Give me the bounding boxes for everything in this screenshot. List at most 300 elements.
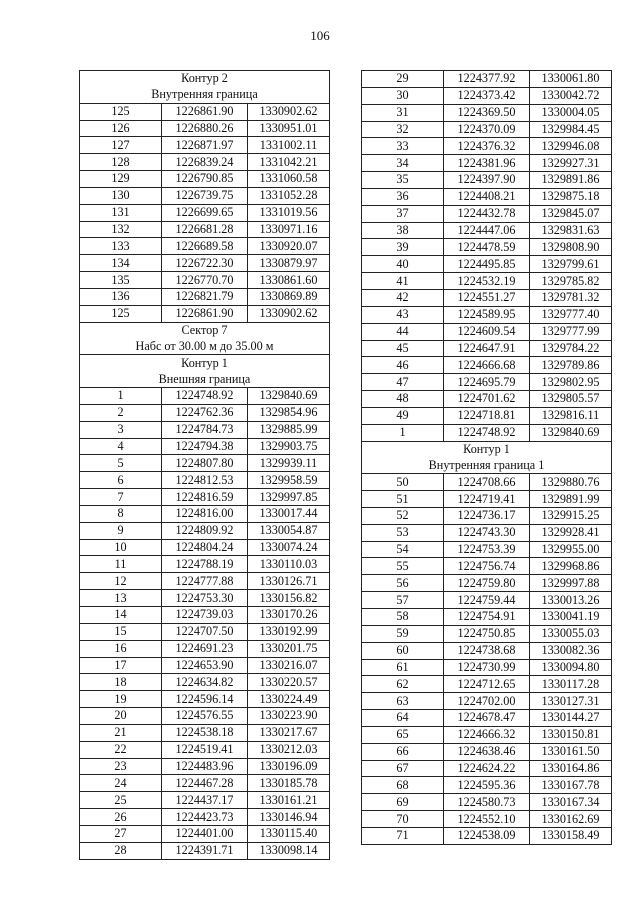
y-coordinate: 1330126.71 [248,573,330,590]
table-row [80,590,330,607]
table-row [362,609,612,626]
point-number: 29 [362,71,444,88]
y-coordinate: 1330861.60 [248,272,330,289]
y-coordinate: 1329781.32 [530,289,612,306]
point-number: 65 [362,726,444,743]
table-row [362,760,612,777]
y-coordinate: 1330951.01 [248,120,330,137]
table-row [362,575,612,592]
table-row [362,676,612,693]
table-row [362,340,612,357]
y-coordinate: 1329939.11 [248,455,330,472]
x-coordinate: 1224391.71 [162,842,248,859]
table-row [362,121,612,138]
point-number: 31 [362,104,444,121]
x-coordinate: 1224748.92 [162,388,248,405]
point-number: 125 [80,103,162,120]
table-row [362,374,612,391]
point-number: 70 [362,811,444,828]
x-coordinate: 1224804.24 [162,539,248,556]
table-row [362,743,612,760]
table-row [362,642,612,659]
x-coordinate: 1224762.36 [162,404,248,421]
x-coordinate: 1224750.85 [444,625,530,642]
y-coordinate: 1330170.26 [248,607,330,624]
x-coordinate: 1224624.22 [444,760,530,777]
point-number: 5 [80,455,162,472]
x-coordinate: 1224707.50 [162,623,248,640]
table-row [362,777,612,794]
table-row [80,120,330,137]
y-coordinate: 1330017.44 [248,505,330,522]
table-row [80,421,330,438]
x-coordinate: 1224784.73 [162,421,248,438]
x-coordinate: 1224423.73 [162,809,248,826]
y-coordinate: 1329789.86 [530,357,612,374]
y-coordinate: 1331002.11 [248,137,330,154]
y-coordinate: 1330158.49 [530,827,612,844]
x-coordinate: 1224432.78 [444,205,530,222]
x-coordinate: 1224743.30 [444,524,530,541]
x-coordinate: 1224519.41 [162,741,248,758]
y-coordinate: 1330115.40 [248,825,330,842]
y-coordinate: 1330879.97 [248,255,330,272]
section-header: Внутренняя граница 1 [362,457,612,473]
point-number: 35 [362,172,444,189]
y-coordinate: 1329928.41 [530,524,612,541]
y-coordinate: 1330094.80 [530,659,612,676]
table-row [362,188,612,205]
x-coordinate: 1226861.90 [162,305,248,322]
coordinates-table-left [79,70,330,860]
y-coordinate: 1330041.19 [530,609,612,626]
x-coordinate: 1224807.80 [162,455,248,472]
table-row [80,724,330,741]
point-number: 7 [80,489,162,506]
x-coordinate: 1224595.36 [444,777,530,794]
y-coordinate: 1329927.31 [530,155,612,172]
table-row [80,272,330,289]
point-number: 20 [80,708,162,725]
point-number: 71 [362,827,444,844]
x-coordinate: 1224702.00 [444,693,530,710]
x-coordinate: 1224691.23 [162,640,248,657]
point-number: 16 [80,640,162,657]
x-coordinate: 1224437.17 [162,792,248,809]
point-number: 133 [80,238,162,255]
table-row [80,539,330,556]
table-row [80,825,330,842]
point-number: 19 [80,691,162,708]
x-coordinate: 1226699.65 [162,204,248,221]
table-row [362,693,612,710]
y-coordinate: 1329799.61 [530,256,612,273]
y-coordinate: 1329777.40 [530,306,612,323]
y-coordinate: 1329984.45 [530,121,612,138]
point-number: 132 [80,221,162,238]
y-coordinate: 1330042.72 [530,87,612,104]
point-number: 39 [362,239,444,256]
table-row [362,205,612,222]
table-row [362,659,612,676]
point-number: 25 [80,792,162,809]
point-number: 134 [80,255,162,272]
y-coordinate: 1330156.82 [248,590,330,607]
x-coordinate: 1224373.42 [444,87,530,104]
point-number: 135 [80,272,162,289]
x-coordinate: 1224708.66 [444,474,530,491]
point-number: 42 [362,289,444,306]
point-number: 14 [80,607,162,624]
y-coordinate: 1329845.07 [530,205,612,222]
y-coordinate: 1329915.25 [530,507,612,524]
y-coordinate: 1329997.85 [248,489,330,506]
table-row [80,657,330,674]
table-row [80,792,330,809]
table-row [80,305,330,322]
x-coordinate: 1224478.59 [444,239,530,256]
point-number: 48 [362,391,444,408]
point-number: 27 [80,825,162,842]
point-number: 36 [362,188,444,205]
x-coordinate: 1224538.09 [444,827,530,844]
point-number: 61 [362,659,444,676]
point-number: 40 [362,256,444,273]
point-number: 15 [80,623,162,640]
point-number: 24 [80,775,162,792]
x-coordinate: 1224736.17 [444,507,530,524]
section-header-row [362,441,612,457]
x-coordinate: 1224759.80 [444,575,530,592]
section-header: Контур 1 [80,355,330,371]
table-row [362,104,612,121]
point-number: 8 [80,505,162,522]
x-coordinate: 1224589.95 [444,306,530,323]
table-row [80,522,330,539]
point-number: 1 [362,424,444,441]
point-number: 32 [362,121,444,138]
section-header-row [362,457,612,473]
y-coordinate: 1329903.75 [248,438,330,455]
x-coordinate: 1224580.73 [444,794,530,811]
y-coordinate: 1330110.03 [248,556,330,573]
table-row [80,154,330,171]
point-number: 63 [362,693,444,710]
point-number: 6 [80,472,162,489]
point-number: 21 [80,724,162,741]
table-row [80,842,330,859]
point-number: 45 [362,340,444,357]
table-row [362,424,612,441]
y-coordinate: 1329854.96 [248,404,330,421]
y-coordinate: 1330192.99 [248,623,330,640]
table-row [362,289,612,306]
point-number: 53 [362,524,444,541]
table-row [80,103,330,120]
table-row [362,710,612,727]
y-coordinate: 1331052.28 [248,187,330,204]
point-number: 37 [362,205,444,222]
table-row [362,172,612,189]
point-number: 125 [80,305,162,322]
table-row [362,811,612,828]
table-row [362,273,612,290]
point-number: 56 [362,575,444,592]
table-row [362,138,612,155]
y-coordinate: 1329831.63 [530,222,612,239]
table-row [362,541,612,558]
point-number: 12 [80,573,162,590]
section-header: Сектор 7 [80,322,330,338]
section-header: Набс от 30.00 м до 35.00 м [80,339,330,355]
table-row [80,187,330,204]
x-coordinate: 1226880.26 [162,120,248,137]
y-coordinate: 1330220.57 [248,674,330,691]
x-coordinate: 1224754.91 [444,609,530,626]
point-number: 136 [80,288,162,305]
table-row [80,573,330,590]
point-number: 67 [362,760,444,777]
y-coordinate: 1329805.57 [530,391,612,408]
page-number: 106 [310,28,330,43]
table-row [80,221,330,238]
x-coordinate: 1226681.28 [162,221,248,238]
y-coordinate: 1330196.09 [248,758,330,775]
point-number: 50 [362,474,444,491]
point-number: 3 [80,421,162,438]
y-coordinate: 1330185.78 [248,775,330,792]
y-coordinate: 1330146.94 [248,809,330,826]
table-row [80,758,330,775]
table-row [80,238,330,255]
point-number: 60 [362,642,444,659]
table-row [80,204,330,221]
y-coordinate: 1330013.26 [530,592,612,609]
table-row [80,674,330,691]
table-row [362,474,612,491]
x-coordinate: 1224730.99 [444,659,530,676]
table-row [362,507,612,524]
table-row [80,137,330,154]
y-coordinate: 1330082.36 [530,642,612,659]
y-coordinate: 1329808.90 [530,239,612,256]
y-coordinate: 1330217.67 [248,724,330,741]
y-coordinate: 1330074.24 [248,539,330,556]
x-coordinate: 1226770.70 [162,272,248,289]
point-number: 18 [80,674,162,691]
x-coordinate: 1224666.68 [444,357,530,374]
y-coordinate: 1330223.90 [248,708,330,725]
x-coordinate: 1224701.62 [444,391,530,408]
x-coordinate: 1224809.92 [162,522,248,539]
x-coordinate: 1226722.30 [162,255,248,272]
point-number: 26 [80,809,162,826]
table-row [80,741,330,758]
y-coordinate: 1329785.82 [530,273,612,290]
y-coordinate: 1330869.89 [248,288,330,305]
x-coordinate: 1224647.91 [444,340,530,357]
point-number: 58 [362,609,444,626]
table-row [362,306,612,323]
x-coordinate: 1224532.19 [444,273,530,290]
y-coordinate: 1329891.99 [530,491,612,508]
y-coordinate: 1330902.62 [248,305,330,322]
table-row [362,794,612,811]
table-row [362,155,612,172]
point-number: 126 [80,120,162,137]
y-coordinate: 1329802.95 [530,374,612,391]
y-coordinate: 1330161.50 [530,743,612,760]
x-coordinate: 1224377.92 [444,71,530,88]
x-coordinate: 1224551.27 [444,289,530,306]
point-number: 1 [80,388,162,405]
table-row [80,809,330,826]
x-coordinate: 1224408.21 [444,188,530,205]
y-coordinate: 1329784.22 [530,340,612,357]
y-coordinate: 1330117.28 [530,676,612,693]
x-coordinate: 1224401.00 [162,825,248,842]
x-coordinate: 1224634.82 [162,674,248,691]
point-number: 52 [362,507,444,524]
section-header: Контур 2 [80,71,330,87]
y-coordinate: 1329955.00 [530,541,612,558]
table-row [80,775,330,792]
x-coordinate: 1226861.90 [162,103,248,120]
x-coordinate: 1224447.06 [444,222,530,239]
section-header: Контур 1 [362,441,612,457]
x-coordinate: 1226839.24 [162,154,248,171]
x-coordinate: 1224397.90 [444,172,530,189]
x-coordinate: 1224495.85 [444,256,530,273]
y-coordinate: 1329968.86 [530,558,612,575]
point-number: 54 [362,541,444,558]
table-row [80,505,330,522]
table-row [80,556,330,573]
x-coordinate: 1224794.38 [162,438,248,455]
x-coordinate: 1224816.00 [162,505,248,522]
x-coordinate: 1224609.54 [444,323,530,340]
point-number: 46 [362,357,444,374]
x-coordinate: 1224748.92 [444,424,530,441]
x-coordinate: 1224739.03 [162,607,248,624]
point-number: 33 [362,138,444,155]
table-row [80,472,330,489]
x-coordinate: 1224376.32 [444,138,530,155]
y-coordinate: 1330920.07 [248,238,330,255]
table-row [362,71,612,88]
section-header-row [80,355,330,371]
section-header-row [80,371,330,387]
section-header-row [80,322,330,338]
x-coordinate: 1226821.79 [162,288,248,305]
point-number: 30 [362,87,444,104]
table-row [362,357,612,374]
table-row [80,438,330,455]
table-row [80,171,330,188]
x-coordinate: 1224759.44 [444,592,530,609]
point-number: 13 [80,590,162,607]
y-coordinate: 1330164.86 [530,760,612,777]
table-row [362,524,612,541]
point-number: 41 [362,273,444,290]
point-number: 62 [362,676,444,693]
x-coordinate: 1224816.59 [162,489,248,506]
point-number: 59 [362,625,444,642]
y-coordinate: 1330161.21 [248,792,330,809]
point-number: 68 [362,777,444,794]
x-coordinate: 1224695.79 [444,374,530,391]
section-header-row [80,339,330,355]
table-row [362,87,612,104]
y-coordinate: 1329891.86 [530,172,612,189]
point-number: 2 [80,404,162,421]
x-coordinate: 1226790.85 [162,171,248,188]
table-row [80,489,330,506]
x-coordinate: 1226871.97 [162,137,248,154]
x-coordinate: 1224666.32 [444,726,530,743]
x-coordinate: 1224788.19 [162,556,248,573]
table-row [80,288,330,305]
point-number: 23 [80,758,162,775]
x-coordinate: 1226689.58 [162,238,248,255]
y-coordinate: 1329816.11 [530,407,612,424]
y-coordinate: 1330004.05 [530,104,612,121]
table-row [362,407,612,424]
table-row [362,558,612,575]
point-number: 69 [362,794,444,811]
point-number: 43 [362,306,444,323]
x-coordinate: 1224369.50 [444,104,530,121]
point-number: 10 [80,539,162,556]
x-coordinate: 1224596.14 [162,691,248,708]
table-row [362,726,612,743]
y-coordinate: 1329880.76 [530,474,612,491]
point-number: 131 [80,204,162,221]
y-coordinate: 1329840.69 [248,388,330,405]
y-coordinate: 1330224.49 [248,691,330,708]
point-number: 57 [362,592,444,609]
x-coordinate: 1224753.30 [162,590,248,607]
y-coordinate: 1330167.78 [530,777,612,794]
point-number: 4 [80,438,162,455]
x-coordinate: 1224653.90 [162,657,248,674]
point-number: 9 [80,522,162,539]
x-coordinate: 1226739.75 [162,187,248,204]
point-number: 129 [80,171,162,188]
point-number: 49 [362,407,444,424]
y-coordinate: 1330054.87 [248,522,330,539]
section-header-row [80,87,330,103]
x-coordinate: 1224381.96 [444,155,530,172]
x-coordinate: 1224753.39 [444,541,530,558]
point-number: 66 [362,743,444,760]
section-header: Внешняя граница [80,371,330,387]
y-coordinate: 1330167.34 [530,794,612,811]
y-coordinate: 1329946.08 [530,138,612,155]
table-row [80,455,330,472]
section-header: Внутренняя граница [80,87,330,103]
table-row [80,691,330,708]
point-number: 128 [80,154,162,171]
y-coordinate: 1330127.31 [530,693,612,710]
x-coordinate: 1224576.55 [162,708,248,725]
y-coordinate: 1330216.07 [248,657,330,674]
point-number: 34 [362,155,444,172]
point-number: 51 [362,491,444,508]
y-coordinate: 1330061.80 [530,71,612,88]
point-number: 11 [80,556,162,573]
y-coordinate: 1330902.62 [248,103,330,120]
